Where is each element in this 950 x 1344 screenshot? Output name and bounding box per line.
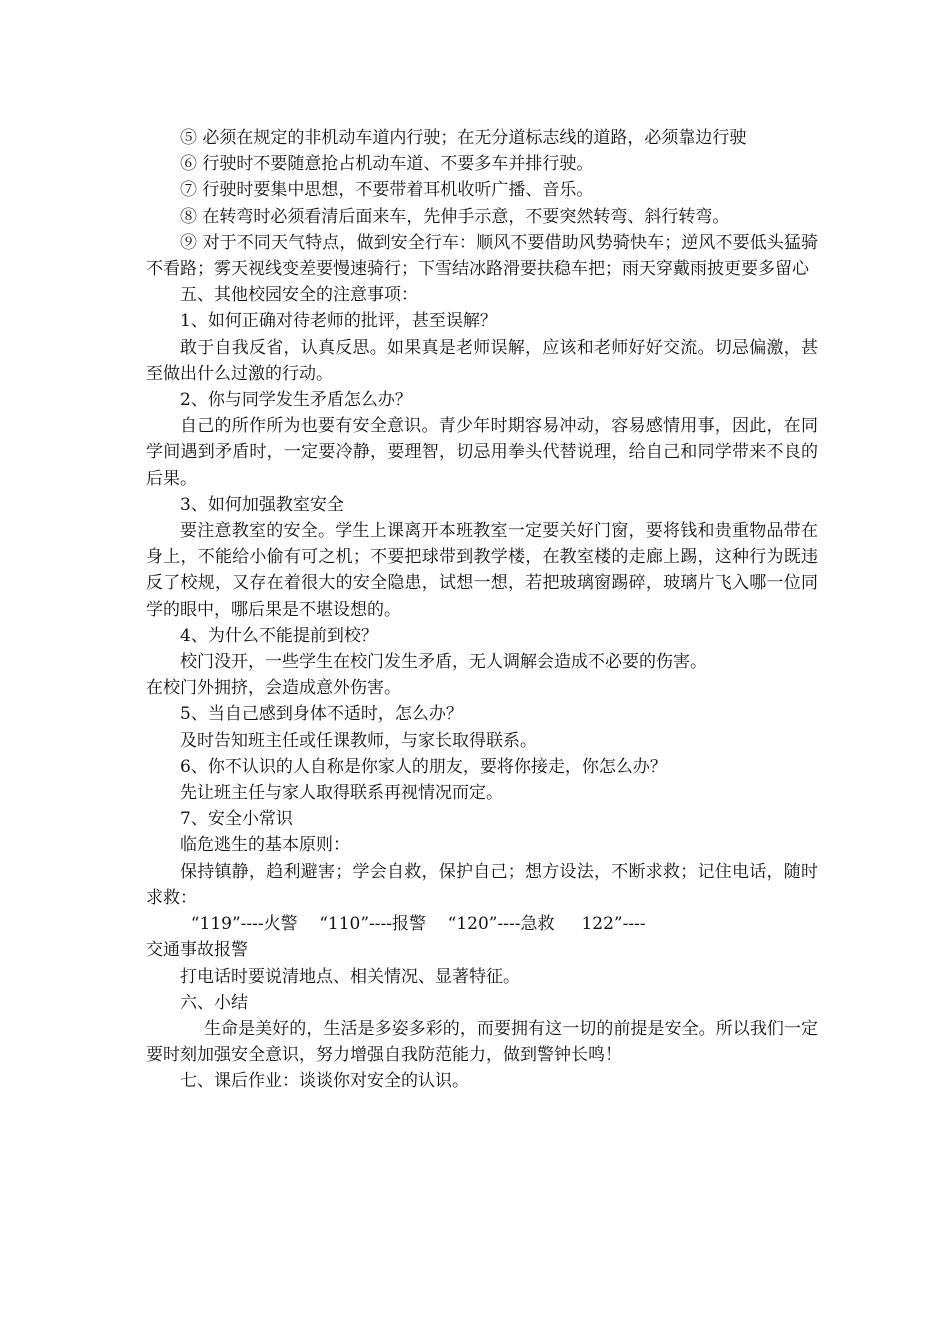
question-1: 1、如何正确对待老师的批评，甚至误解？: [180, 311, 497, 332]
rule-6-paragraph: ⑥ 行驶时不要随意抢占机动车道、不要多车并排行驶。: [180, 154, 594, 175]
answer-1: 敢于自我反省，认真反思。如果真是老师误解，应该和老师好好交流。切忌偏激，甚至做出什么过激的行动。: [146, 337, 818, 384]
answer-3: 要注意教室的安全。学生上课离开本班教室一定要关好门窗，要将钱和贵重物品带在身上，不能给小偷有可之机；不要把球带到教学楼，在教室楼的走廊上踢，这种行为既违反了校规，又存在着很大的安全隐患，试想一想，若把玻璃窗踢碎，玻璃片飞入哪一位同学的眼中，哪后果是不堪设想的。: [146, 521, 818, 620]
section-5-heading: 五、其他校园安全的注意事项：: [180, 285, 418, 306]
rule-5-paragraph: ⑤ 必须在规定的非机动车道内行驶；在无分道标志线的道路，必须靠边行驶: [180, 128, 747, 148]
question-5: 5、当自己感到身体不适时，怎么办？: [180, 704, 463, 725]
answer-6: 先让班主任与家人取得联系再视情况而定。: [180, 783, 503, 804]
question-7-subheading: 临危逃生的基本原则：: [180, 835, 350, 856]
question-6: 6、你不认识的人自称是你家人的朋友，要将你接走，你怎么办？: [180, 756, 667, 777]
rule-8-paragraph: ⑧ 在转弯时必须看清后面来车，先伸手示意，不要突然转弯、斜行转弯。: [180, 206, 730, 227]
answer-7: 保持镇静，趋利避害；学会自救，保护自己；想方设法，不断求救；记住电话，随时求救：: [146, 861, 818, 908]
answer-5: 及时告知班主任或任课教师，与家长取得联系。: [180, 730, 537, 751]
summary-paragraph: 生命是美好的，生活是多姿多彩的，而要拥有这一切的前提是安全。所以我们一定要时刻加强安全意识，努力增强自我防范能力，做到警钟长鸣！: [146, 1018, 818, 1066]
rule-7-paragraph: ⑦ 行驶时要集中思想，不要带着耳机收听广播、音乐。: [180, 180, 594, 201]
section-7-heading: 七、课后作业：谈谈你对安全的认识。: [180, 1071, 469, 1092]
document-page: [146, 125, 818, 1095]
question-2: 2、你与同学发生矛盾怎么办？: [180, 390, 412, 411]
section-6-heading: 六、小结: [180, 992, 248, 1013]
rule-9-paragraph: ⑨ 对于不同天气特点，做到安全行车：顺风不要借助风势骑快车；逆风不要低头猛骑不看路；雾天视线变差要慢速骑行；下雪结冰路滑要扶稳车把；雨天穿戴雨披更要多留心: [146, 232, 818, 280]
question-7: 7、安全小常识: [180, 809, 293, 830]
question-3: 3、如何加强教室安全: [180, 494, 344, 515]
emergency-numbers-line-2: 交通事故报警: [146, 940, 248, 961]
answer-2: 自己的所作所为也要有安全意识。青少年时期容易冲动，容易感情用事，因此，在同学间遇到矛盾时，一定要冷静，要理智，切忌用拳头代替说理，给自己和同学带来不良的后果。: [146, 416, 818, 489]
answer-4-line-1: 校门没开，一些学生在校门发生矛盾，无人调解会造成不必要的伤害。: [180, 652, 707, 673]
emergency-numbers-line-1: “119”----火警 “110”----报警 “120”----急救 122”----: [180, 914, 646, 935]
answer-4-line-2: 在校门外拥挤，会造成意外伤害。: [146, 678, 401, 699]
question-4: 4、为什么不能提前到校？: [180, 625, 378, 646]
call-tip: 打电话时要说清地点、相关情况、显著特征。: [180, 966, 520, 987]
